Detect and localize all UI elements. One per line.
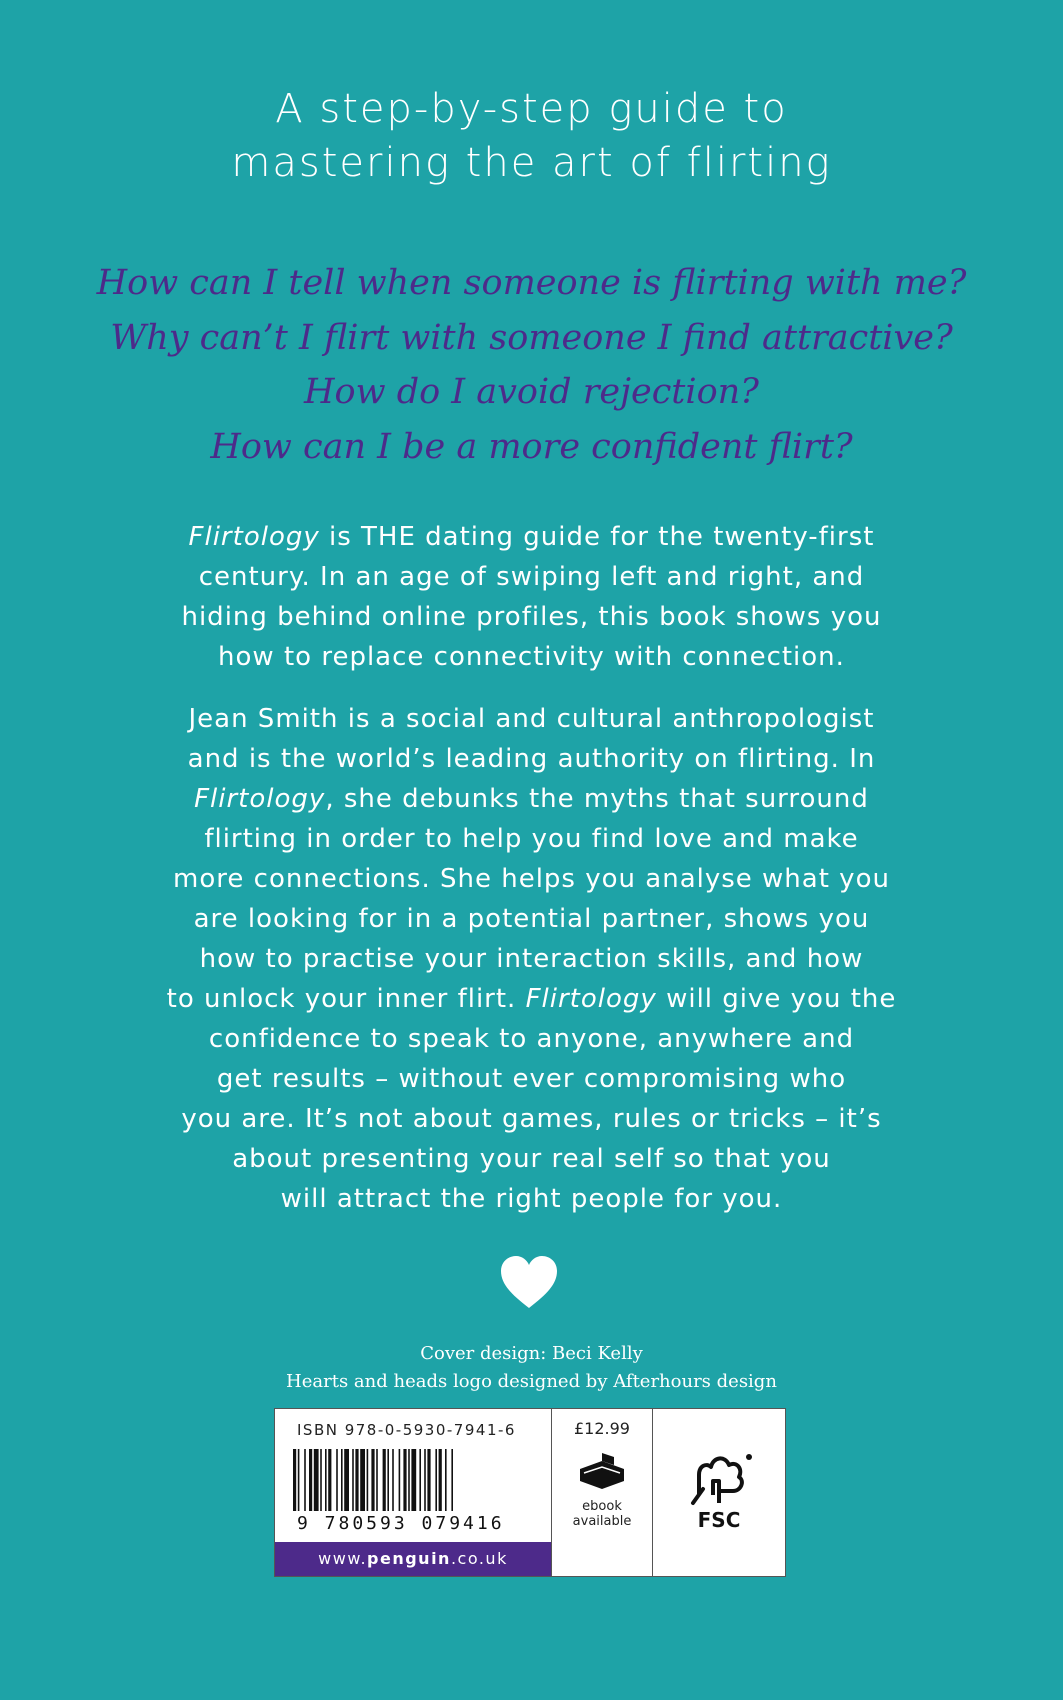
barcode-bar xyxy=(355,1449,358,1511)
text-line: you are. It’s not about games, rules or tricks – it’s xyxy=(181,1104,882,1134)
text-span: , she debunks the myths that surround xyxy=(325,784,869,814)
barcode-bar xyxy=(424,1449,426,1511)
barcode-bars xyxy=(293,1449,533,1511)
barcode-bar xyxy=(336,1449,338,1511)
text-line: more connections. She helps you analyse what you xyxy=(173,864,890,894)
ebook-line: ebook xyxy=(582,1499,622,1514)
barcode-bar xyxy=(328,1449,331,1511)
price-section xyxy=(552,1409,653,1576)
barcode-bar xyxy=(408,1449,410,1511)
text-line: are looking for in a potential partner, shows you xyxy=(193,904,870,934)
barcode-bar xyxy=(344,1449,349,1511)
book-title: Flirtology xyxy=(188,522,320,552)
text-line: confidence to speak to anyone, anywhere and xyxy=(208,1024,855,1054)
text-span: to unlock your inner flirt. xyxy=(166,984,526,1014)
text-line xyxy=(0,779,1063,819)
tagline xyxy=(0,82,1063,190)
barcode-bar xyxy=(298,1449,300,1511)
text-line xyxy=(0,979,1063,1019)
url-brand: penguin xyxy=(367,1549,451,1568)
barcode-bar xyxy=(435,1449,437,1511)
description-paragraph-1 xyxy=(0,517,1063,677)
text-line: hiding behind online profiles, this book shows you xyxy=(181,602,882,632)
text-line xyxy=(0,517,1063,557)
barcode-bar xyxy=(445,1449,447,1511)
question: How can I tell when someone is flirting with me? xyxy=(96,263,967,303)
text-line: century. In an age of swiping left and right, and xyxy=(198,562,865,592)
description-paragraph-2 xyxy=(0,699,1063,1219)
question: Why can’t I flirt with someone I find attractive? xyxy=(110,317,953,358)
text-span: is THE dating guide for the twenty-first xyxy=(319,522,875,552)
barcode-bar xyxy=(367,1449,369,1511)
barcode-bar xyxy=(403,1449,406,1511)
text-line: how to replace connectivity with connection. xyxy=(218,642,845,672)
barcode-bar xyxy=(451,1449,453,1511)
text-line: how to practise your interaction skills, and how xyxy=(199,944,864,974)
text-line: about presenting your real self so that you xyxy=(232,1144,831,1174)
barcode-bar xyxy=(293,1449,296,1511)
barcode-bar xyxy=(320,1449,322,1511)
barcode-bar xyxy=(314,1449,319,1511)
barcode-panel xyxy=(274,1408,786,1577)
text-line: flirting in order to help you find love and make xyxy=(204,824,859,854)
text-line: will attract the right people for you. xyxy=(280,1184,783,1214)
barcode-digits: 9 780593 079416 xyxy=(297,1513,505,1534)
barcode-bar xyxy=(427,1449,430,1511)
barcode-bar xyxy=(341,1449,343,1511)
barcode-bar xyxy=(325,1449,327,1511)
credits xyxy=(0,1340,1063,1396)
barcode-bar xyxy=(387,1449,389,1511)
fsc-logo-icon xyxy=(679,1445,759,1535)
barcode-bar xyxy=(383,1449,386,1511)
ebook-line: available xyxy=(572,1514,632,1529)
tagline-line: mastering the art of flirting xyxy=(231,140,832,186)
ebook-label xyxy=(552,1499,652,1529)
barcode-section xyxy=(275,1409,552,1576)
text-line: and is the world’s leading authority on flirting. In xyxy=(187,744,876,774)
barcode-bar xyxy=(352,1449,354,1511)
barcode-bar xyxy=(439,1449,442,1511)
barcode-bar xyxy=(371,1449,374,1511)
barcode-bar xyxy=(304,1449,306,1511)
barcode-bar xyxy=(411,1449,416,1511)
fsc-section xyxy=(653,1409,785,1576)
book-title: Flirtology xyxy=(194,784,326,814)
url-prefix: www. xyxy=(318,1549,368,1568)
question: How do I avoid rejection? xyxy=(304,372,759,412)
tagline-line: A step-by-step guide to xyxy=(275,86,788,132)
isbn-label: ISBN 978-0-5930-7941-6 xyxy=(297,1421,516,1439)
heart-icon xyxy=(499,1254,559,1310)
ebook-icon xyxy=(574,1451,630,1495)
fsc-label: FSC xyxy=(697,1508,741,1532)
questions-block xyxy=(0,256,1063,474)
text-line: Jean Smith is a social and cultural anthropologist xyxy=(188,704,875,734)
barcode-bar xyxy=(376,1449,378,1511)
cover-design-credit: Cover design: Beci Kelly xyxy=(420,1343,643,1364)
book-title: Flirtology xyxy=(525,984,657,1014)
barcode-bar xyxy=(419,1449,421,1511)
question: How can I be a more confident flirt? xyxy=(210,426,853,467)
logo-design-credit: Hearts and heads logo designed by Afterhours design xyxy=(286,1371,777,1392)
url-suffix: .co.uk xyxy=(450,1549,508,1568)
barcode-bar xyxy=(399,1449,401,1511)
text-span: will give you the xyxy=(656,984,897,1014)
barcode-bar xyxy=(360,1449,365,1511)
publisher-url xyxy=(275,1542,551,1576)
text-line: get results – without ever compromising who xyxy=(216,1064,847,1094)
barcode-bar xyxy=(392,1449,394,1511)
price: £12.99 xyxy=(574,1419,630,1438)
barcode-bar xyxy=(309,1449,312,1511)
